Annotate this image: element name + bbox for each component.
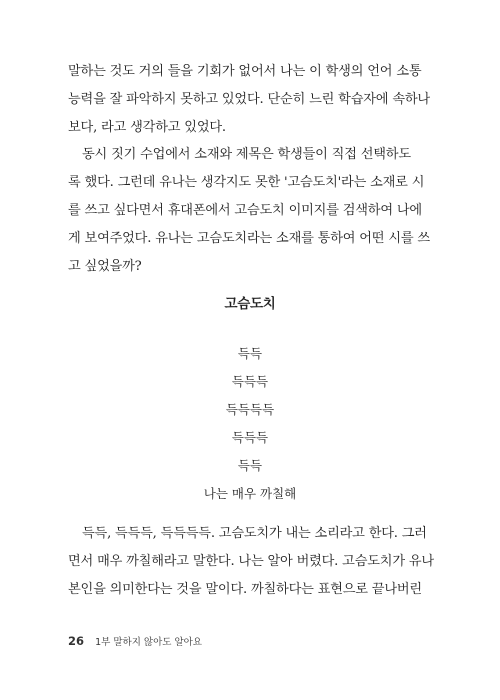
poem-line: 득득 [237,458,263,473]
paragraph-3 [68,520,440,604]
page-footer [68,630,202,649]
text-line: 득득, 득득득, 득득득득. 고슴도치가 내는 소리라고 한다. 그러 [82,526,427,541]
paragraph-2 [68,141,440,281]
text-line: 게 보여주었다. 유나는 고슴도치라는 소재를 통하여 어떤 시를 쓰 [68,231,430,246]
poem-line: 득득 [237,346,263,361]
text-line: 보다, 라고 생각하고 있었다. [68,120,226,135]
text-line: 고 싶었을까? [68,259,142,274]
paragraph-1 [68,58,440,142]
poem-line: 득득득 [231,430,269,445]
text-line: 능력을 잘 파악하지 못하고 있었다. 단순히 느린 학습자에 속하나 [68,92,430,107]
poem-line: 득득득득 [225,402,275,417]
text-line: 동시 짓기 수업에서 소재와 제목은 학생들이 직접 선택하도 [82,147,411,162]
poem-body [0,340,500,508]
text-line: 말하는 것도 거의 들을 기회가 없어서 나는 이 학생의 언어 소통 [68,64,422,79]
poem-line: 득득득 [231,374,269,389]
text-line: 를 쓰고 싶다면서 휴대폰에서 고슴도치 이미지를 검색하여 나에 [68,203,422,218]
chapter-title: 1부 말하지 않아도 알아요 [95,637,202,648]
text-line: 면서 매우 까칠해라고 말한다. 나는 알아 버렸다. 고슴도치가 유나 [68,554,434,569]
poem-line: 나는 매우 까칠해 [203,486,297,501]
poem-title: 고슴도치 [224,296,276,312]
text-line: 록 했다. 그런데 유나는 생각지도 못한 '고슴도치'라는 소재로 시 [68,175,425,190]
page-number: 26 [68,634,85,648]
text-line: 본인을 의미한다는 것을 말이다. 까칠하다는 표현으로 끝나버린 [68,582,422,597]
